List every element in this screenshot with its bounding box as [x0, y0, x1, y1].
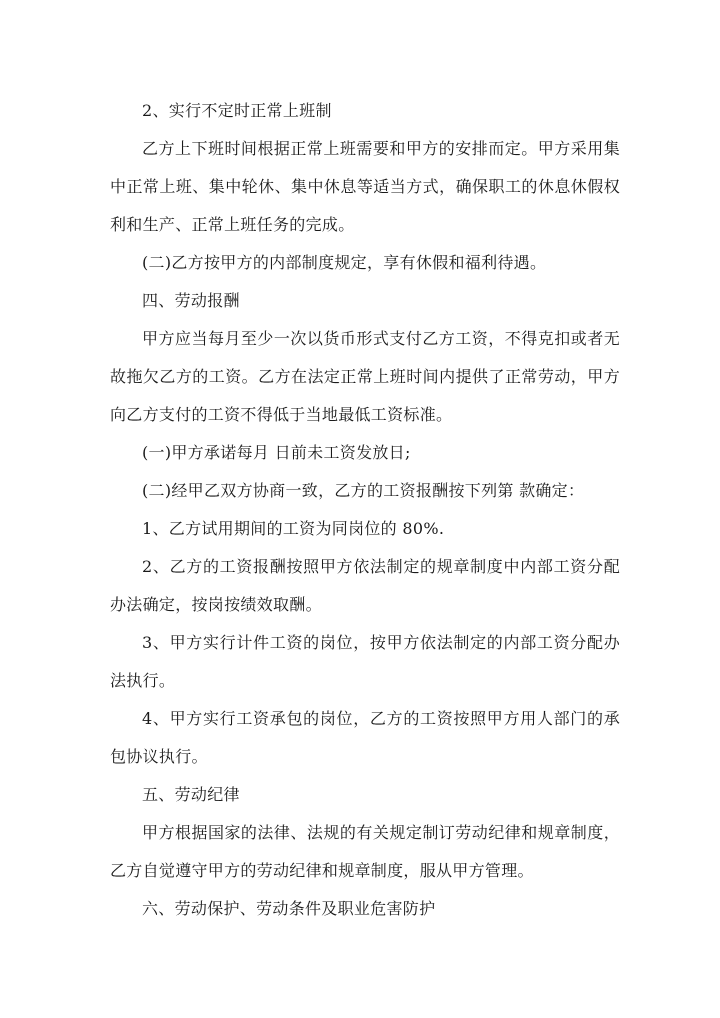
paragraph: (一)甲方承诺每月 日前未工资发放日; [142, 443, 411, 462]
paragraph: 2、实行不定时正常上班制 [142, 101, 332, 120]
paragraph: 2、乙方的工资报酬按照甲方依法制定的规章制度中内部工资分配办法确定，按岗按绩效取酬。 [110, 557, 620, 614]
paragraph: 4、甲方实行工资承包的岗位，乙方的工资按照甲方用人部门的承包协议执行。 [110, 709, 620, 766]
paragraph: 甲方应当每月至少一次以货币形式支付乙方工资，不得克扣或者无故拖欠乙方的工资。乙方在法定正常上班时间内提供了正常劳动，甲方向乙方支付的工资不得低于当地最低工资标准。 [110, 329, 620, 424]
paragraph: 甲方根据国家的法律、法规的有关规定制订劳动纪律和规章制度，乙方自觉遵守甲方的劳动纪律和规章制度，服从甲方管理。 [110, 823, 620, 880]
section-heading: 五、劳动纪律 [142, 785, 240, 804]
paragraph: (二)乙方按甲方的内部制度规定，享有休假和福利待遇。 [142, 253, 547, 272]
section-heading: 四、劳动报酬 [142, 291, 240, 310]
paragraph: (二)经甲乙双方协商一致，乙方的工资报酬按下列第 款确定： [142, 481, 585, 500]
document-body [110, 92, 620, 928]
section-heading: 六、劳动保护、劳动条件及职业危害防护 [142, 899, 436, 918]
paragraph: 3、甲方实行计件工资的岗位，按甲方依法制定的内部工资分配办法执行。 [110, 633, 620, 690]
paragraph: 1、乙方试用期间的工资为同岗位的 80%. [142, 519, 445, 538]
paragraph: 乙方上下班时间根据正常上班需要和甲方的安排而定。甲方采用集中正常上班、集中轮休、集中休息等适当方式，确保职工的休息休假权利和生产、正常上班任务的完成。 [110, 139, 620, 234]
